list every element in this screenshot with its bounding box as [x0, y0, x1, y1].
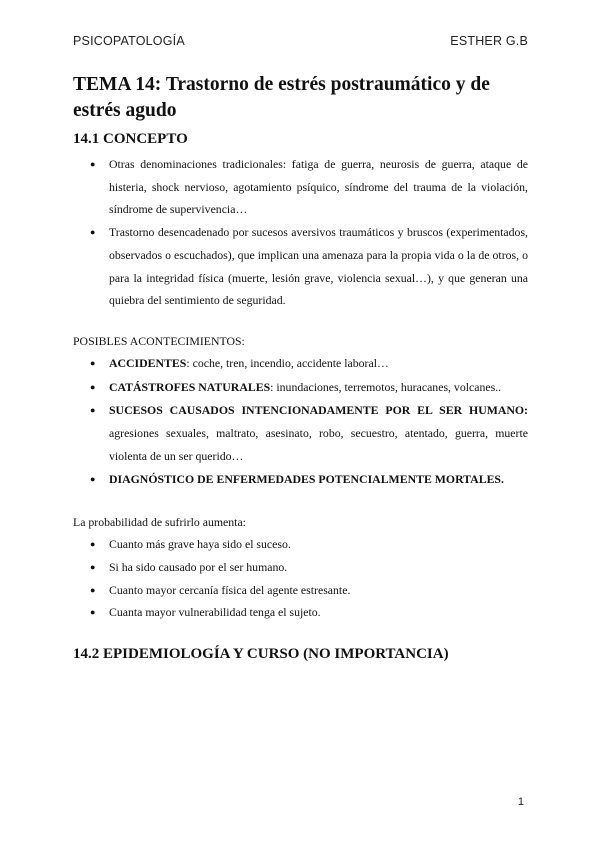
- section-heading-epidemiologia: 14.2 EPIDEMIOLOGÍA Y CURSO (NO IMPORTANCIA): [73, 645, 449, 662]
- list-item: [73, 399, 528, 467]
- header-left: PSICOPATOLOGÍA: [73, 34, 185, 48]
- event-detail: : inundaciones, terremotos, huracanes, volcanes..: [270, 379, 502, 394]
- list-item: [73, 352, 528, 375]
- document-body: [73, 72, 528, 668]
- event-title: DIAGNÓSTICO DE ENFERMEDADES POTENCIALMENTE MORTALES.: [109, 472, 504, 487]
- list-item: ● Otras denominaciones tradicionales: fatiga de guerra, neurosis de guerra, ataque de histeria, shock nervioso, agotamiento psíquico, síndrome del trauma de la violación, síndrome de supervivencia…: [73, 153, 528, 221]
- section-heading-concepto: 14.1 CONCEPTO: [73, 131, 188, 147]
- event-detail: : coche, tren, incendio, accidente laboral…: [186, 355, 389, 370]
- header-right: ESTHER G.B: [450, 34, 528, 48]
- page-number: 1: [517, 796, 524, 808]
- probability-label: La probabilidad de sufrirlo aumenta:: [73, 515, 246, 530]
- list-item: [73, 468, 528, 491]
- event-title: ACCIDENTES: [109, 355, 187, 370]
- event-detail: agresiones sexuales, maltrato, asesinato, robo, secuestro, atentado, guerra, muerte violenta de un ser querido…: [109, 426, 528, 463]
- list-item: ● Cuanta mayor vulnerabilidad tenga el sujeto.: [73, 601, 528, 624]
- event-title: SUCESOS CAUSADOS INTENCIONADAMENTE POR EL SER HUMANO:: [109, 403, 528, 418]
- event-title: CATÁSTROFES NATURALES: [109, 379, 271, 394]
- list-item: ● Trastorno desencadenado por sucesos aversivos traumáticos y bruscos (experimentados, observados o escuchados), que implican una amenaza para la propia vida o la de otros, o para la integridad física (muerte, lesión grave, violencia sexual…), y que generan una quiebra del sentimiento de seguridad.: [73, 221, 528, 312]
- list-item: [73, 376, 528, 399]
- document-title: TEMA 14: Trastorno de estrés postraumático y de estrés agudo: [73, 74, 490, 121]
- events-list: [73, 352, 528, 491]
- list-item: ● Cuanto más grave haya sido el suceso.: [73, 533, 528, 556]
- concept-list: [73, 153, 528, 312]
- events-label: POSIBLES ACONTECIMIENTOS:: [73, 333, 245, 348]
- list-item: ● Si ha sido causado por el ser humano.: [73, 556, 528, 579]
- probability-list: [73, 533, 528, 624]
- list-item: ● Cuanto mayor cercanía física del agente estresante.: [73, 579, 528, 602]
